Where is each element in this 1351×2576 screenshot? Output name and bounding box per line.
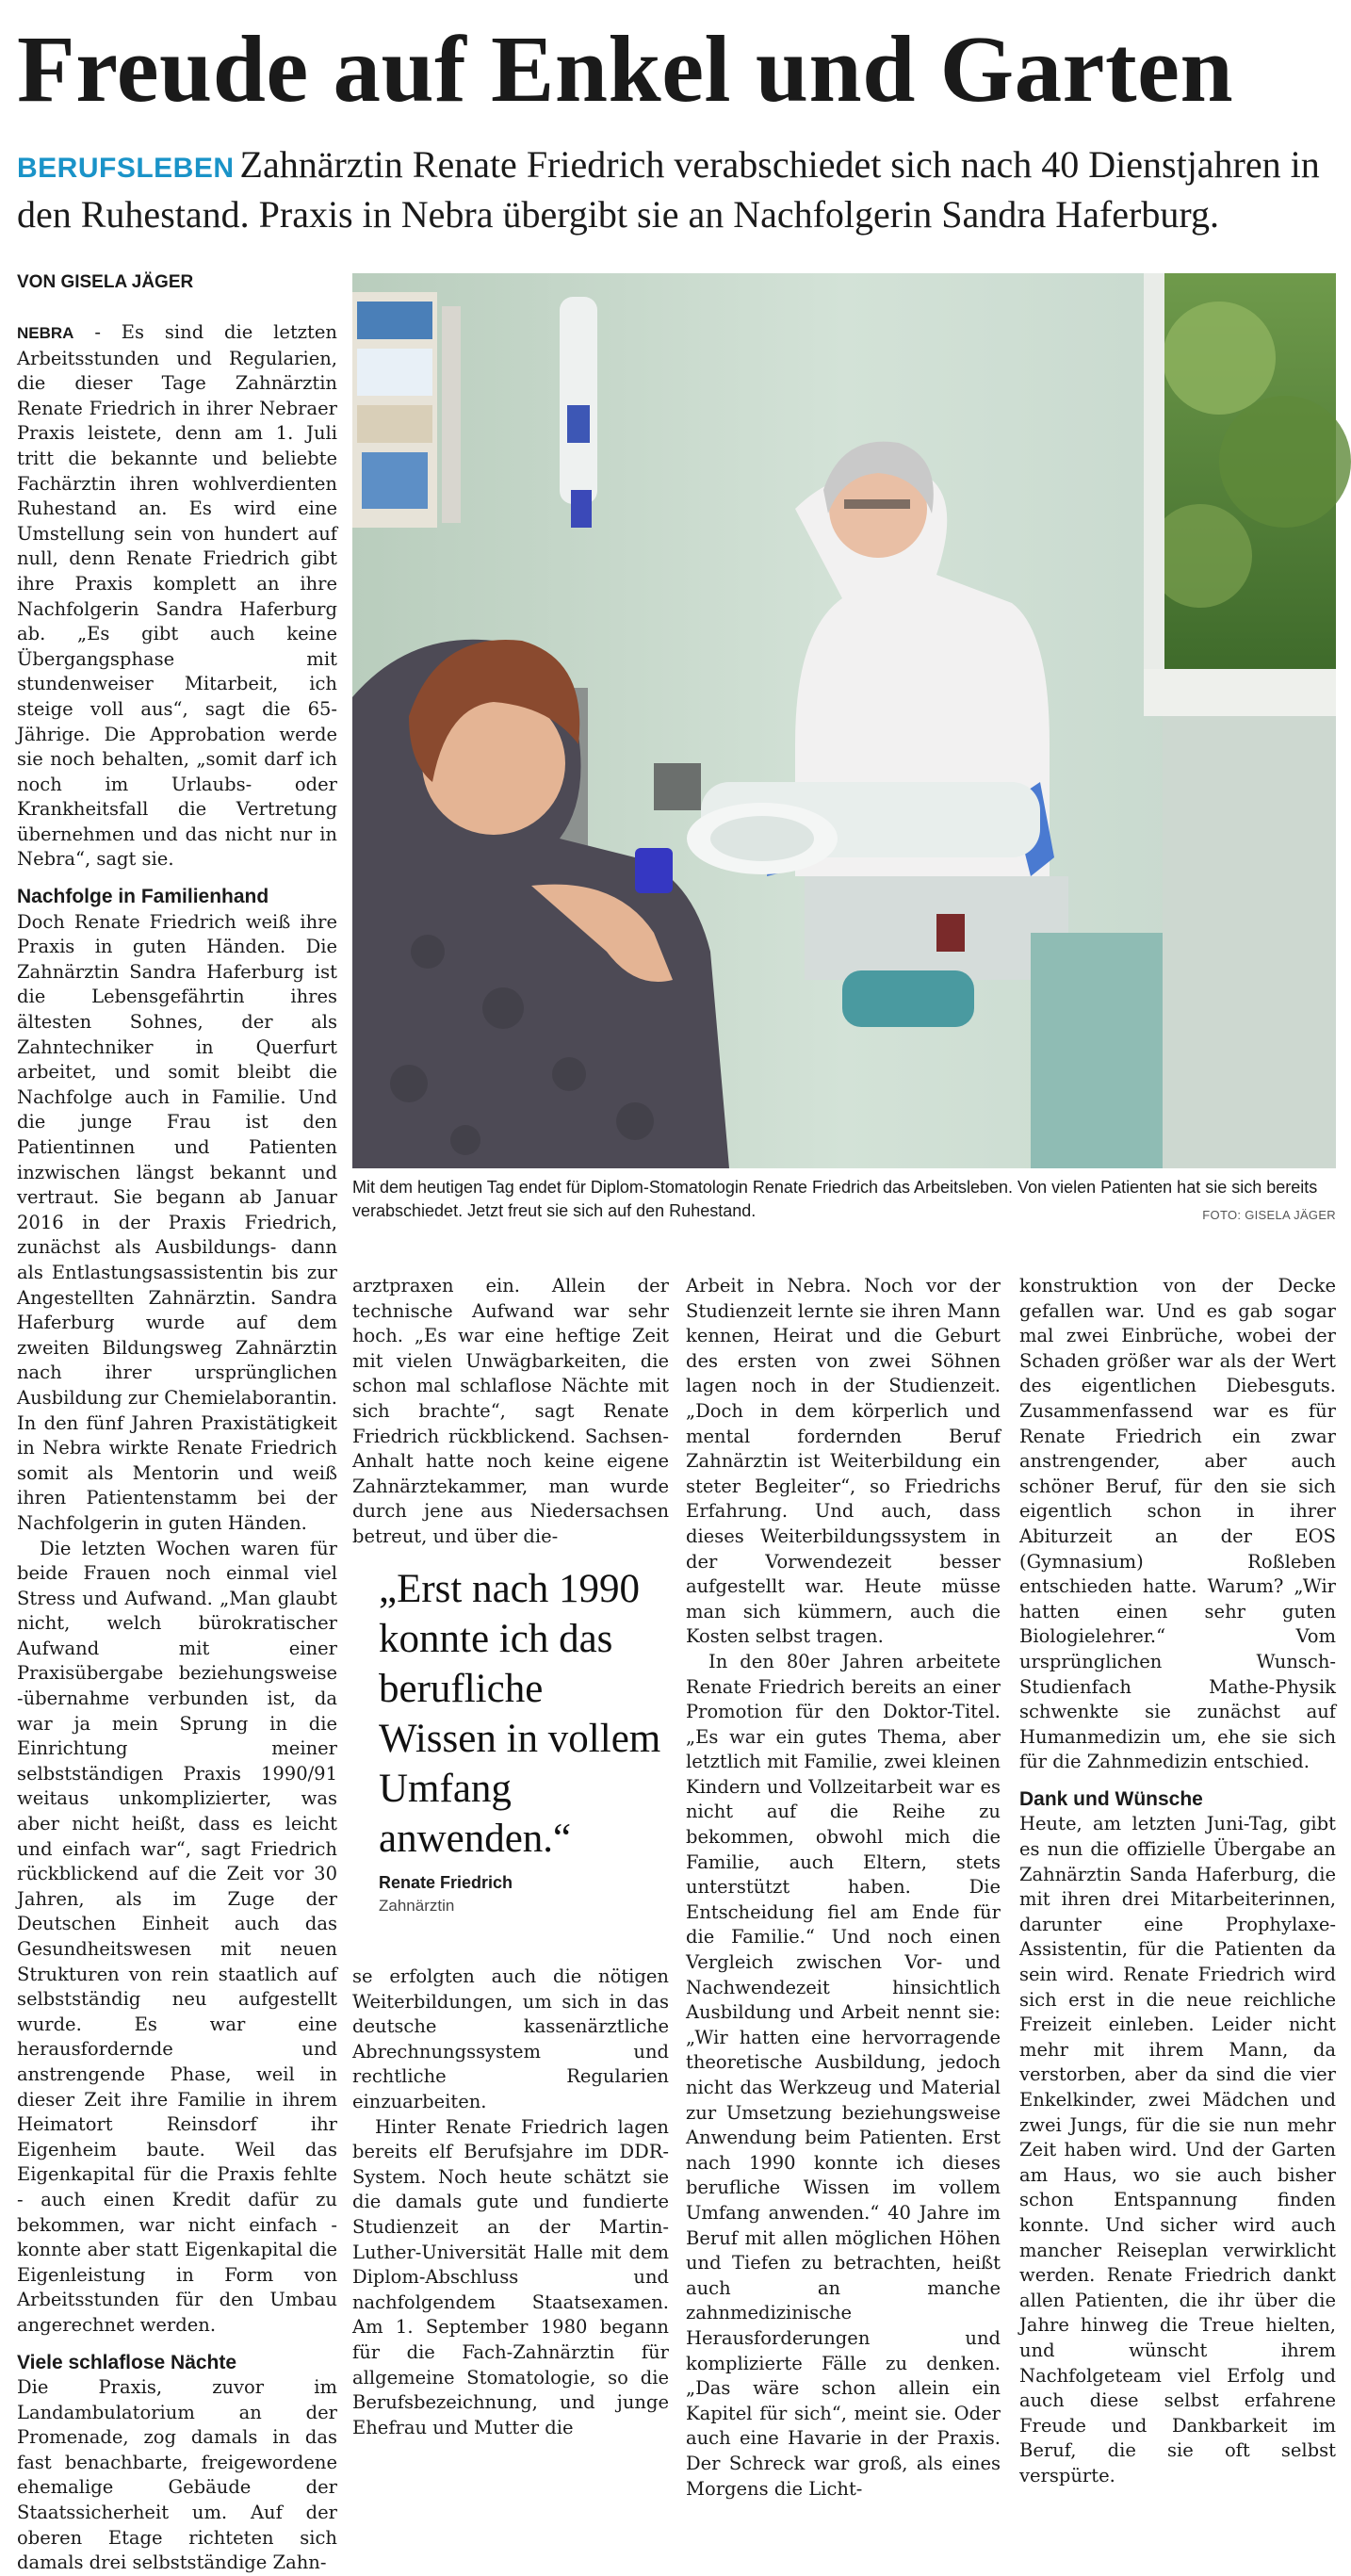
article-column-2-continued	[352, 1965, 669, 2438]
article-paragraph: Heute, am letzten Juni-Tag, gibt es nun die offizielle Übergabe an Zahnärztin Sanda Haferburg, die mit ihren drei Mitarbeiterinnen, darunter eine Prophylaxe-Assistentin, für die Patienten da sein wird. Renate Friedrich wird sich erst in die neue reichliche Freizeit einleben. Leider nicht mehr mit ihrem Mann, da verstorben, aber da sind die vier Enkelkinder, zwei Mädchen und zwei Jungs, für die sie nun mehr Zeit haben wird. Und der Garten am Haus, wo sie auch bisher schon Entspannung finden konnte. Und sicher wird auch mancher Reiseplan verwirklicht werden. Renate Friedrich dankt allen Patienten, die ihr über die Jahre hinweg die Treue hielten, und wünscht ihrem Nachfolgeteam viel Erfolg und auch diese selbst erfahrene Freude und Dankbarkeit im Beruf, die sie oft selbst verspürte.	[1019, 1813, 1336, 2486]
pull-quote-author: Renate Friedrich	[379, 1873, 513, 1892]
article-paragraph: se erfolgten auch die nötigen Weiterbildungen, um sich in das deutsche kassenärztliche Abrechnungssystem und rechtliche Regularien einzuarbeiten.	[352, 1965, 669, 2112]
article-column-2	[352, 1274, 669, 1555]
article-photo	[352, 273, 1336, 1168]
paragraph-text: - Es sind die letzten Arbeitsstunden und Regularien, die dieser Tage Zahnärztin Renate Friedrich in ihrer Nebraer Praxis leistete, denn am 1. Juli tritt die bekannte und beliebte Fachärztin ihren wohlverdienten Ruhestand an. Es wird eine Umstellung sein von hundert auf null, denn Renate Friedrich gibt ihre Praxis komplett an ihre Nachfolgerin Sandra Haferburg ab. „Es gibt auch keine Übergangsphase mit stundenweiser Mitarbeit, ich steige voll aus“, sagt die 65-Jährige. Die Approbation werde sie noch behalten, „somit darf ich noch im Urlaubs- oder Krankheitsfall die Vertretung übernehmen und das nicht nur in Nebra“, sagt sie.	[17, 321, 337, 871]
article-paragraph: Arbeit in Nebra. Noch vor der Studienzeit lernte sie ihren Mann kennen, Heirat und die Geburt des ersten von zwei Söhnen lagen noch in der Studienzeit. „Doch in dem körperlich und mental fordernden Beruf Zahnärztin ist Weiterbildung ein steter Begleiter“, so Friedrichs Erfahrung. Und auch, dass dieses Weiterbildungssystem in der Vorwendezeit besser aufgestellt war. Heute müsse man sich kümmern, auch die Kosten selbst tragen.	[686, 1275, 1001, 1648]
section-heading: Viele schlaflose Nächte	[17, 2351, 237, 2373]
article-paragraph: Hinter Renate Friedrich lagen bereits elf Berufsjahre im DDR-System. Noch heute schätzt sie die damals gute und fundierte Studienzeit an der Martin-Luther-Universität Halle mit dem Diplom-Abschluss und nachfolgendem Staatsexamen. Am 1. September 1980 begann für die Fach-Zahnärztin für allgemeine Stomatologie, so die Berufsbezeichnung, und junge Ehefrau und Mutter die	[352, 2115, 669, 2438]
subheadline-text: Zahnärztin Renate Friedrich verabschiedet sich nach 40 Dienstjahren in den Ruhestand. Praxis in Nebra übergibt sie an Nachfolgerin Sandra Haferburg.	[17, 143, 1320, 236]
headline: Freude auf Enkel und Garten	[17, 16, 1234, 122]
article-paragraph	[17, 320, 337, 872]
pull-quote-role: Zahnärztin	[379, 1897, 455, 1915]
subheadline	[17, 141, 1336, 237]
article-paragraph: In den 80er Jahren arbeitete Renate Friedrich bereits an einer Promotion für den Doktor-Titel. „Es war ein gutes Thema, aber letztlich mit Familie, zwei kleinen Kindern und Vollzeitarbeit war es nicht auf die Reihe zu bekommen, obwohl mich die Familie, auch Eltern, stets unterstützt haben. Die Entscheidung fiel am Ende für die Familie.“ Und noch einen Vergleich zwischen Vor- und Nachwendezeit hinsichtlich Ausbildung und Arbeit nennt sie: „Wir hatten eine hervorragende theoretische Ausbildung, jedoch nicht das Werkzeug und Material zur Umsetzung beziehungsweise Anwendung beim Patienten. Erst nach 1990 konnte ich dieses berufliche Wissen im vollem Umfang anwenden.“ 40 Jahre im Beruf mit allen möglichen Höhen und Tiefen zu betrachten, heißt auch an manche zahnmedizinische Herausforderungen und komplizierte Fälle zu denken. „Das wäre schon allein ein Kapitel für sich“, meint sie. Oder auch eine Havarie in der Praxis. Der Schreck war groß, als eines Morgens die Licht-	[686, 1650, 1001, 2500]
pull-quote-text: „Erst nach 1990 konnte ich das berufliche Wissen in vollem Umfang anwenden.“	[379, 1567, 661, 1861]
section-heading: Dank und Wünsche	[1019, 1787, 1203, 1810]
section-heading: Nachfolge in Familienhand	[17, 886, 269, 908]
article-paragraph: Die letzten Wochen waren für beide Frauen noch einmal viel Stress und Aufwand. „Man glaubt nicht, welch bürokratischer Aufwand mit einer Praxisübergabe beziehungsweise -übernahme verbunden ist, da war ja mein Sprung in die Einrichtung meiner selbstständigen Praxis 1990/91 weitaus unkomplizierter, was aber nicht heißt, dass es leicht und einfach war“, sagt Friedrich rückblickend auf die Zeit vor 30 Jahren, als im Zuge der Deutschen Einheit auch das Gesundheitswesen mit neuen Strukturen von rein staatlich auf selbstständig neu aufgestellt wurde. Es war eine herausfordernde und anstrengende Phase, weil in dieser Zeit ihre Familie in ihrem Heimatort Reinsdorf ihr Eigenheim baute. Weil das Eigenkapital für die Praxis fehlte - auch einen Kredit dafür zu bekommen, war nicht einfach - konnte aber statt Eigenkapital die Eigenleistung in Form von Arbeitsstunden für den Umbau angerechnet werden.	[17, 1537, 337, 2336]
byline: VON GISELA JÄGER	[17, 272, 194, 292]
photo-caption: Mit dem heutigen Tag endet für Diplom-Stomatologin Renate Friedrich das Arbeitsleben. Von vielen Patienten hat sie sich bereits verabschiedet. Jetzt freut sie sich auf den Ruhestand.	[352, 1178, 1318, 1220]
rubric-label: BERUFSLEBEN	[17, 153, 235, 184]
article-column-4	[1019, 1274, 1336, 2486]
pull-quote	[379, 1564, 661, 1941]
article-paragraph: Doch Renate Friedrich weiß ihre Praxis in guten Händen. Die Zahnärztin Sandra Haferburg ist die Lebensgefährtin ihres ältesten Sohnes, der als Zahntechniker in Querfurt arbeitet, und somit bleibt die Nachfolge auch in Familie. Und die junge Frau ist den Patientinnen und Patienten inzwischen längst bekannt und vertraut. Sie begann ab Januar 2016 in der Praxis Friedrich, zunächst als Ausbildungs- dann als Entlastungsassistentin bis zur Angestellten Zahnärztin. Sandra Haferburg wurde auf dem zweiten Bildungsweg Zahnärztin nach ihrer ursprünglichen Ausbildung zur Chemielaborantin. In den fünf Jahren Praxistätigkeit in Nebra wirkte Renate Friedrich somit als Mentorin und weiß ihren Patientenstamm bei der Nachfolgerin in guten Händen.	[17, 910, 337, 1534]
photo-credit: FOTO: GISELA JÄGER	[1202, 1208, 1336, 1222]
article-column-1	[17, 320, 337, 2574]
dateline: NEBRA	[17, 324, 74, 342]
article-paragraph: konstruktion von der Decke gefallen war. Und es gab sogar mal zwei Einbrüche, wobei der Schaden größer war als der Wert des eigentlichen Diebesguts. Zusammenfassend war es für Renate Friedrich ein zwar anstrengender, aber auch schöner Beruf, für den sie sich eigentlich schon in ihrer Abiturzeit an der EOS (Gymnasium) Roßleben entschieden hatte. Warum? „Wir hatten einen sehr guten Biologielehrer.“ Vom ursprünglichen Wunsch-Studienfach Mathe-Physik schwenkte sie zunächst auf Humanmedizin um, ehe sie sich für die Zahnmedizin entschied.	[1019, 1275, 1336, 1773]
article-column-3	[686, 1274, 1001, 2500]
article-paragraph: Die Praxis, zuvor im Landambulatorium an der Promenade, zog damals in das fast benachbarte, freigewordene ehemalige Gebäude der Staatssicherheit um. Auf der oberen Etage richteten sich damals drei selbstständige Zahn-	[17, 2376, 337, 2574]
article-paragraph: arztpraxen ein. Allein der technische Aufwand war sehr hoch. „Es war eine heftige Zeit mit vielen Unwägbarkeiten, die schon mal schlaflose Nächte mit sich brachte“, sagt Renate Friedrich rückblickend. Sachsen-Anhalt hatte noch keine eigene Zahnärztekammer, man wurde durch jene aus Niedersachsen betreut, und über die-	[352, 1275, 669, 1547]
